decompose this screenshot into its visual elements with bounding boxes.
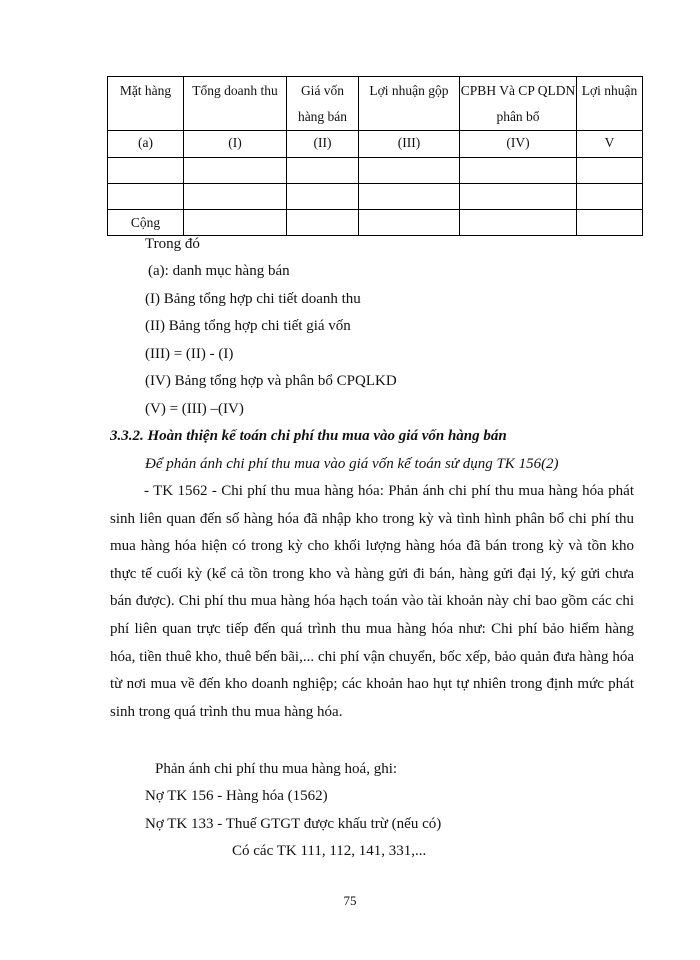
code-cell: (II) [287, 131, 359, 158]
table-cell [460, 210, 577, 236]
section-heading: 3.3.2. Hoàn thiện kế toán chi phí thu mua vào giá vốn hàng bán [110, 428, 507, 444]
table-cell [577, 158, 643, 184]
note-iv: (IV) Bảng tổng hợp và phân bổ CPQLKD [145, 373, 397, 389]
section-subheading: Để phản ánh chi phí thu mua vào giá vốn kế toán sử dụng TK 156(2) [145, 456, 559, 472]
table-row [108, 184, 643, 210]
code-cell: (IV) [460, 131, 577, 158]
table-row [108, 158, 643, 184]
profit-summary-table [107, 76, 643, 236]
entry-intro: Phản ánh chi phí thu mua hàng hoá, ghi: [155, 761, 398, 777]
total-label: Cộng [108, 210, 184, 236]
table-total-row [108, 210, 643, 236]
debit-entry-1: Nợ TK 156 - Hàng hóa (1562) [145, 788, 328, 804]
note-i: (I) Bảng tổng hợp chi tiết doanh thu [145, 291, 361, 307]
debit-entry-2: Nợ TK 133 - Thuế GTGT được khấu trừ (nếu có) [145, 816, 442, 832]
table-code-row [108, 131, 643, 158]
note-a: (a): danh mục hàng bán [148, 263, 290, 279]
code-cell: V [577, 131, 643, 158]
table-cell [108, 184, 184, 210]
table-cell [287, 184, 359, 210]
table-cell [460, 184, 577, 210]
notes-title: Trong đó [145, 236, 200, 252]
note-iii: (III) = (II) - (I) [145, 346, 234, 362]
table-cell [359, 158, 460, 184]
table-cell [184, 184, 287, 210]
code-cell: (I) [184, 131, 287, 158]
table-cell [577, 210, 643, 236]
header-item: Mặt hàng [108, 77, 184, 131]
table-cell [577, 184, 643, 210]
note-v: (V) = (III) –(IV) [145, 401, 244, 417]
header-selling-admin-cost: CPBH Và CP QLDN phân bổ [460, 77, 577, 131]
table-header-row [108, 77, 643, 131]
header-gross-profit: Lợi nhuận gộp [359, 77, 460, 131]
table-cell [359, 210, 460, 236]
table-cell [460, 158, 577, 184]
note-ii: (II) Bảng tổng hợp chi tiết giá vốn [145, 318, 351, 334]
table-cell [184, 210, 287, 236]
credit-entry: Có các TK 111, 112, 141, 331,... [232, 843, 427, 859]
account-1562-paragraph: - TK 1562 - Chi phí thu mua hàng hóa: Phản ánh chi phí thu mua hàng hóa phát sinh liên quan đến số hàng hóa đã nhập kho trong kỳ và tình hình phân bổ chi phí thu mua hàng hóa hiện có trong kỳ cho khối lượng hàng hóa đã bán trong kỳ và tồn kho thực tế cuối kỳ (kể cả tồn trong kho và hàng gửi đi bán, hàng gửi đại lý, ký gửi chưa bán được). Chi phí thu mua hàng hóa hạch toán vào tài khoản này chỉ bao gồm các chi phí liên quan trực tiếp đến quá trình thu mua hàng hóa như: Chi phí bảo hiểm hàng hóa, tiền thuê kho, thuê bến bãi,... chi phí vận chuyển, bốc xếp, bảo quản đưa hàng hóa từ nơi mua về đến kho doanh nghiệp; các khoản hao hụt tự nhiên trong định mức phát sinh trong quá trình thu mua hàng hóa. [110, 483, 634, 720]
table-cell [184, 158, 287, 184]
table-cell [287, 158, 359, 184]
code-cell: (a) [108, 131, 184, 158]
code-cell: (III) [359, 131, 460, 158]
table-cell [108, 158, 184, 184]
header-revenue: Tổng doanh thu [184, 77, 287, 131]
page-number: 75 [343, 893, 357, 908]
table-cell [287, 210, 359, 236]
header-profit: Lợi nhuận [577, 77, 643, 131]
table-cell [359, 184, 460, 210]
header-cogs: Giá vốn hàng bán [287, 77, 359, 131]
